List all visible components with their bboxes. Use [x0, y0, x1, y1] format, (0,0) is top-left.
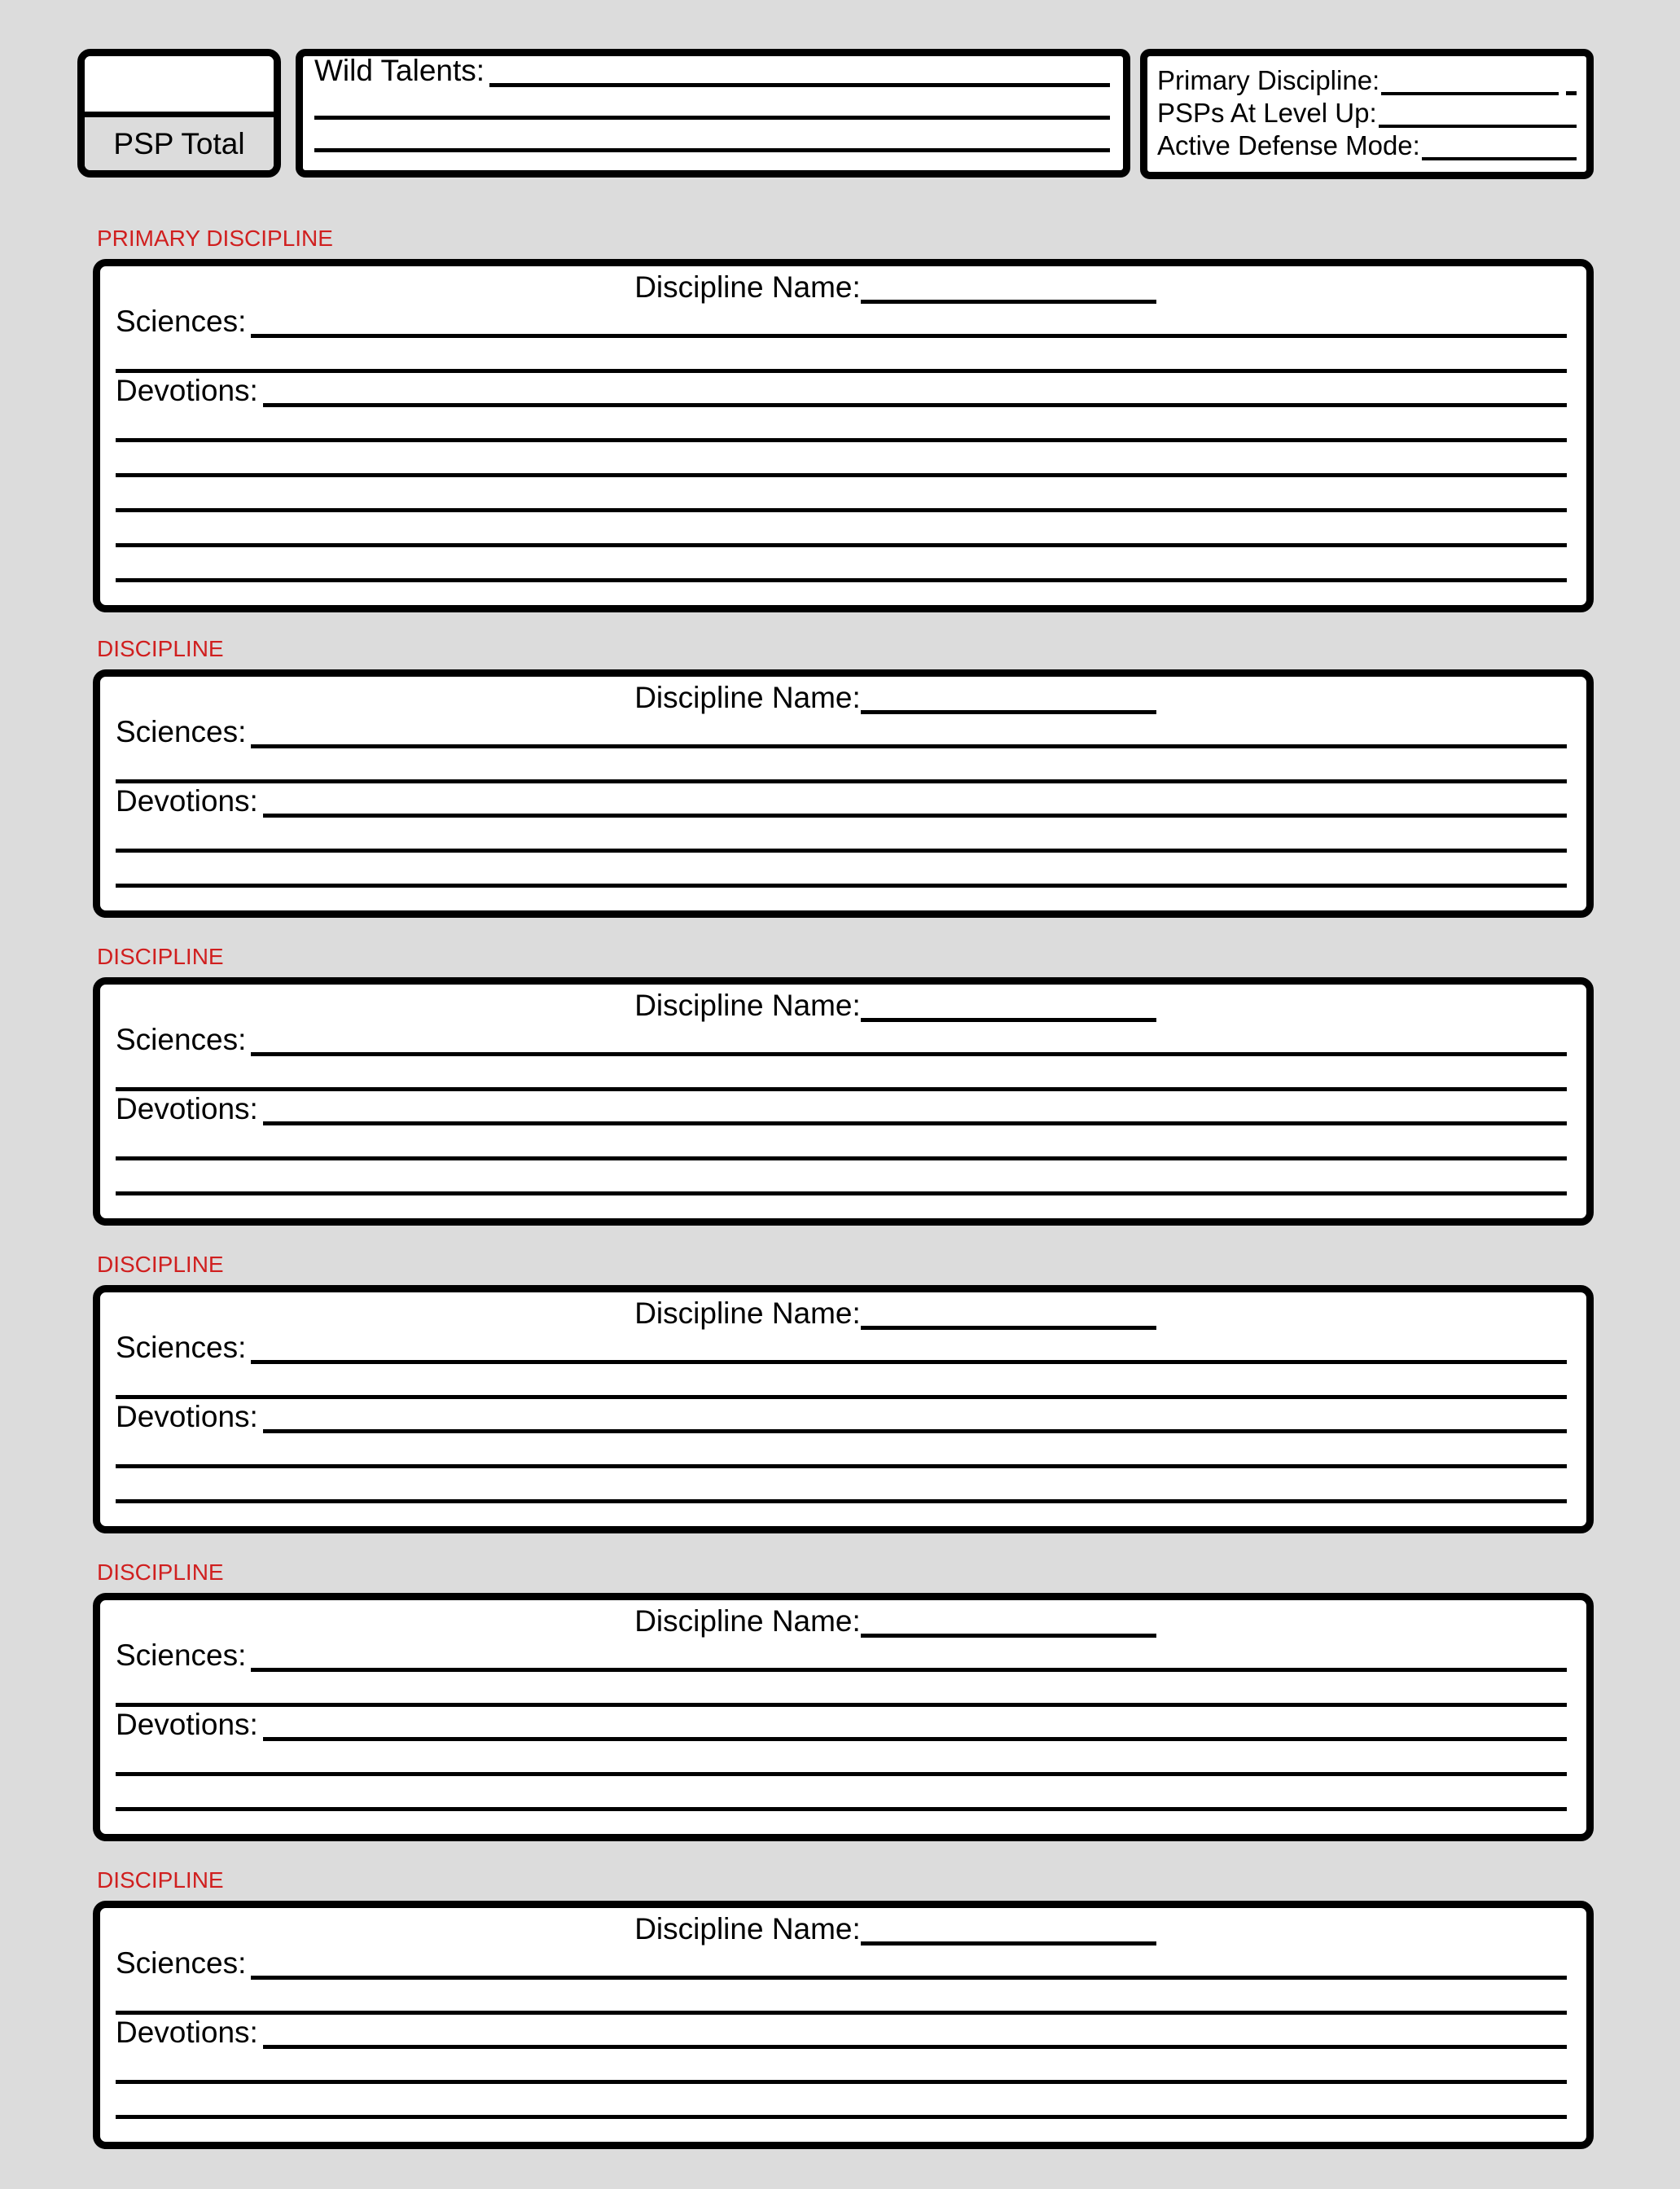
devotions-field	[108, 1091, 1567, 1125]
sciences-field	[108, 714, 1567, 748]
discipline-name-field	[108, 677, 1567, 714]
ruled-line	[116, 1056, 1567, 1091]
ruled-line	[116, 2049, 1567, 2084]
discipline-name-label: Discipline Name:	[634, 989, 861, 1023]
sciences-blank-line	[251, 1052, 1567, 1056]
ruled-line	[116, 2084, 1567, 2119]
sciences-field	[108, 304, 1567, 338]
discipline-name-label: Discipline Name:	[634, 1912, 861, 1946]
devotions-label: Devotions:	[116, 784, 258, 818]
section-header: DISCIPLINE	[97, 1867, 224, 1893]
ruled-line	[116, 1125, 1567, 1160]
discipline-section	[93, 1252, 1594, 1533]
sciences-label: Sciences:	[116, 1638, 247, 1673]
ruled-line	[116, 1776, 1567, 1811]
ruled-line	[116, 748, 1567, 783]
discipline-name-field	[108, 266, 1567, 304]
devotions-blank-line	[263, 814, 1567, 818]
psp-total-label: PSP Total	[85, 117, 274, 170]
ruled-line	[116, 407, 1567, 442]
ruled-line	[116, 477, 1567, 512]
ruled-line	[116, 512, 1567, 547]
discipline-name-blank-line	[861, 710, 1156, 714]
discipline-box	[93, 259, 1594, 612]
section-header: DISCIPLINE	[97, 636, 224, 661]
devotions-field	[108, 373, 1567, 407]
ruled-line	[116, 1672, 1567, 1707]
sciences-blank-line	[251, 1976, 1567, 1980]
devotions-label: Devotions:	[116, 1708, 258, 1742]
section-header: DISCIPLINE	[97, 944, 224, 969]
ruled-line	[116, 818, 1567, 853]
sciences-blank-line	[251, 1360, 1567, 1364]
discipline-name-blank-line	[861, 1326, 1156, 1330]
section-header: DISCIPLINE	[97, 1559, 224, 1585]
discipline-name-blank-line	[861, 300, 1156, 304]
sciences-blank-line	[251, 334, 1567, 338]
devotions-label: Devotions:	[116, 2016, 258, 2050]
ruled-line	[116, 1980, 1567, 2015]
discipline-name-field	[108, 985, 1567, 1022]
devotions-field	[108, 783, 1567, 818]
discipline-section	[93, 637, 1594, 918]
ruled-line	[116, 1433, 1567, 1468]
devotions-field	[108, 2015, 1567, 2049]
devotions-field	[108, 1399, 1567, 1433]
sciences-field	[108, 1946, 1567, 1980]
discipline-section	[93, 1560, 1594, 1841]
discipline-name-field	[108, 1292, 1567, 1330]
discipline-section	[93, 945, 1594, 1226]
sciences-label: Sciences:	[116, 1023, 247, 1057]
devotions-label: Devotions:	[116, 1092, 258, 1126]
discipline-box	[93, 1901, 1594, 2149]
active-defense-mode-label: Active Defense Mode:	[1157, 130, 1420, 161]
primary-discipline-label: Primary Discipline:	[1157, 65, 1380, 96]
devotions-blank-line	[263, 2045, 1567, 2049]
devotions-label: Devotions:	[116, 1400, 258, 1434]
ruled-line	[116, 1741, 1567, 1776]
discipline-box	[93, 977, 1594, 1226]
sciences-label: Sciences:	[116, 1331, 247, 1365]
wild-talents-label: Wild Talents:	[314, 54, 485, 88]
devotions-label: Devotions:	[116, 374, 258, 408]
discipline-name-label: Discipline Name:	[634, 270, 861, 305]
sciences-label: Sciences:	[116, 305, 247, 339]
sciences-field	[108, 1330, 1567, 1364]
sciences-label: Sciences:	[116, 715, 247, 749]
discipline-name-field	[108, 1600, 1567, 1638]
devotions-blank-line	[263, 1429, 1567, 1433]
devotions-blank-line	[263, 1121, 1567, 1125]
discipline-name-blank-line	[861, 1941, 1156, 1946]
discipline-sections	[93, 0, 1594, 2149]
discipline-section	[93, 1868, 1594, 2149]
sciences-blank-line	[251, 744, 1567, 748]
devotions-field	[108, 1707, 1567, 1741]
discipline-box	[93, 1593, 1594, 1841]
ruled-line	[116, 442, 1567, 477]
discipline-name-blank-line	[861, 1018, 1156, 1022]
discipline-section	[93, 226, 1594, 612]
sciences-field	[108, 1022, 1567, 1056]
discipline-name-label: Discipline Name:	[634, 1604, 861, 1638]
section-header: PRIMARY DISCIPLINE	[97, 226, 333, 251]
discipline-name-label: Discipline Name:	[634, 1296, 861, 1331]
discipline-name-field	[108, 1908, 1567, 1946]
psps-at-level-up-label: PSPs At Level Up:	[1157, 98, 1377, 129]
ruled-line	[116, 1160, 1567, 1195]
ruled-line	[116, 338, 1567, 373]
discipline-box	[93, 669, 1594, 918]
devotions-blank-line	[263, 1737, 1567, 1741]
ruled-line	[116, 1468, 1567, 1503]
ruled-line	[116, 1364, 1567, 1399]
discipline-name-blank-line	[861, 1634, 1156, 1638]
devotions-blank-line	[263, 403, 1567, 407]
sciences-blank-line	[251, 1668, 1567, 1672]
ruled-line	[116, 853, 1567, 888]
section-header: DISCIPLINE	[97, 1252, 224, 1277]
sciences-field	[108, 1638, 1567, 1672]
discipline-name-label: Discipline Name:	[634, 681, 861, 715]
sciences-label: Sciences:	[116, 1946, 247, 1981]
discipline-box	[93, 1285, 1594, 1533]
ruled-line	[116, 547, 1567, 582]
